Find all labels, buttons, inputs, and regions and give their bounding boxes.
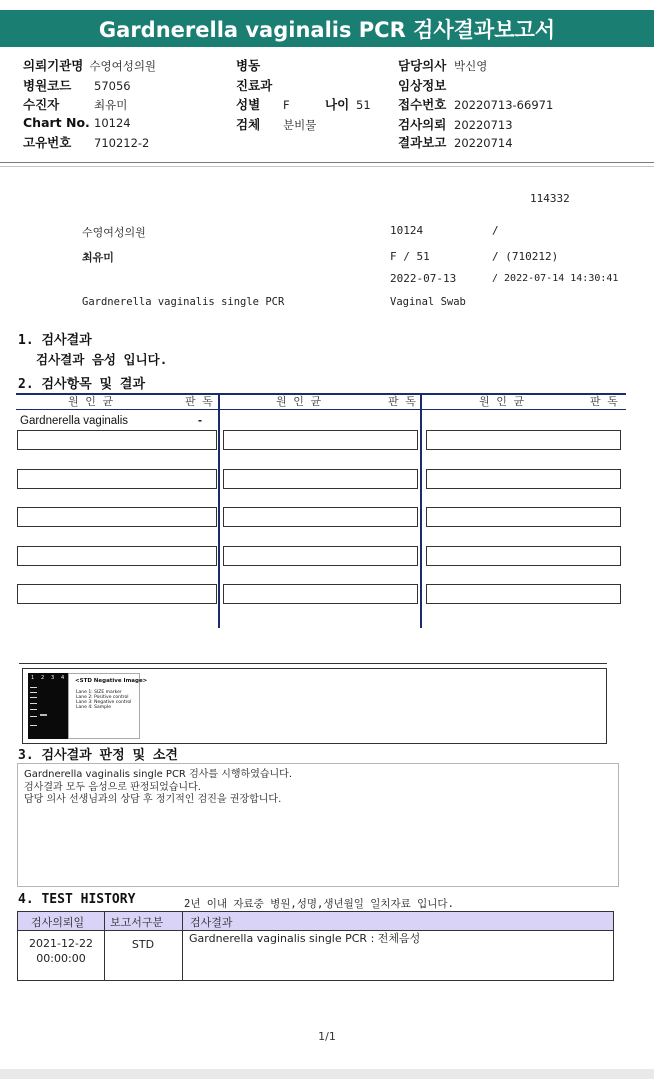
doc-number: 114332	[530, 192, 570, 205]
info-label: 검체	[236, 117, 261, 132]
gel-band	[30, 697, 37, 698]
info-value: 최유미	[94, 98, 128, 112]
info-specimen	[236, 115, 316, 133]
result-column-divider	[218, 393, 220, 628]
result-cell-box	[223, 430, 418, 450]
gel-band	[30, 687, 37, 688]
info-value: 박신영	[454, 59, 488, 73]
info-value: 20220713	[454, 118, 513, 132]
result-cell-box	[223, 546, 418, 566]
gel-legend	[68, 673, 148, 739]
summary-report-datetime: / 2022-07-14 14:30:41	[492, 273, 619, 284]
gel-legend-line: Lane 1: SIZE marker	[76, 690, 122, 695]
history-column-divider	[182, 912, 183, 980]
info-value: 57056	[94, 79, 131, 93]
result-cell-box	[17, 469, 217, 489]
result-judgement: -	[198, 413, 202, 427]
result-cell-box	[223, 584, 418, 604]
info-report-date	[398, 133, 513, 151]
result-cell-box	[17, 584, 217, 604]
info-receipt-no	[398, 95, 553, 113]
info-label: 결과보고	[398, 135, 447, 150]
info-doctor	[398, 56, 487, 74]
summary-specimen: Vaginal Swab	[390, 296, 466, 308]
history-date-time: 00:00:00	[36, 952, 86, 965]
gel-legend-line: Lane 3: Negative control	[76, 700, 132, 705]
gel-legend-title: <STD Negative Image>	[75, 678, 148, 684]
info-label: 접수번호	[398, 97, 447, 112]
history-result: Gardnerella vaginalis single PCR : 전체음성	[189, 932, 421, 945]
info-sex	[236, 95, 290, 113]
info-value: 51	[356, 98, 371, 112]
gel-band	[30, 692, 37, 693]
history-type: STD	[131, 938, 155, 951]
gel-lane-number: 1	[31, 675, 35, 681]
history-col-date: 검사의뢰일	[31, 916, 85, 929]
gel-lane-number: 4	[61, 675, 65, 681]
info-value: 710212-2	[94, 136, 150, 150]
result-cell-box	[223, 507, 418, 527]
result-col-judgement: 판 독	[590, 395, 618, 408]
history-table-header	[18, 912, 613, 931]
result-cell-box	[17, 546, 217, 566]
gel-band	[30, 725, 37, 726]
info-institution	[23, 56, 156, 74]
result-col-judgement: 판 독	[185, 395, 213, 408]
history-date-day: 2021-12-22	[29, 937, 93, 950]
page-bottom-strip	[0, 1069, 654, 1079]
result-cell-box	[426, 584, 621, 604]
info-request-date	[398, 115, 513, 133]
gel-lane-number: 2	[41, 675, 45, 681]
result-cell-box	[426, 546, 621, 566]
info-label: 진료과	[236, 78, 273, 93]
history-date	[18, 936, 104, 966]
info-label: 병원코드	[23, 78, 72, 93]
gel-legend-line: Lane 4: Sample	[76, 705, 111, 710]
info-label: 고유번호	[23, 135, 72, 150]
header-separator	[0, 162, 654, 163]
info-value: 수영여성의원	[89, 59, 157, 73]
info-label: 임상정보	[398, 78, 447, 93]
summary-sex-age: F / 51	[390, 250, 430, 263]
info-label: 담당의사	[398, 58, 447, 73]
history-table	[17, 911, 614, 981]
history-col-result: 검사결과	[190, 916, 233, 929]
summary-institution: 수영여성의원	[82, 226, 146, 239]
result-cell-box	[17, 507, 217, 527]
page-number: 1/1	[318, 1030, 336, 1043]
opinion-line: 담당 의사 선생님과의 상담 후 정기적인 검진을 권장합니다.	[24, 794, 282, 805]
info-label: 성별	[236, 97, 261, 112]
summary-patient-name: 최유미	[82, 251, 114, 264]
summary-test-name: Gardnerella vaginalis single PCR	[82, 296, 285, 308]
info-clinical	[398, 76, 454, 94]
info-value: 20220713-66971	[454, 98, 554, 112]
section1-result: 검사결과 음성 입니다.	[36, 352, 168, 367]
opinion-line: 검사결과 모두 음성으로 판정되었습니다.	[24, 781, 201, 793]
info-value: 10124	[94, 116, 131, 130]
gel-band	[30, 703, 37, 704]
section1-heading: 1. 검사결과	[18, 333, 92, 348]
result-organism-name: Gardnerella vaginalis	[20, 415, 129, 427]
gel-lane-number: 3	[51, 675, 55, 681]
info-unique-no	[23, 133, 149, 151]
section4-heading: 4. TEST HISTORY	[18, 892, 136, 907]
summary-chart-no: 10124	[390, 224, 424, 237]
header-separator-shadow	[0, 166, 654, 167]
section2-heading: 2. 검사항목 및 결과	[18, 377, 146, 392]
gel-band	[30, 716, 37, 717]
info-age	[325, 95, 371, 113]
result-cell-box	[223, 469, 418, 489]
info-label: Chart No.	[23, 115, 90, 130]
info-value: F	[283, 98, 290, 112]
result-cell-box	[426, 507, 621, 527]
info-label: 병동	[236, 58, 261, 73]
gel-band-positive	[40, 714, 47, 716]
result-column-divider	[420, 393, 422, 628]
section3-heading: 3. 검사결과 판정 및 소견	[18, 748, 178, 763]
info-value: 20220714	[454, 136, 513, 150]
gel-legend-line: Lane 2: Positive control	[76, 695, 129, 700]
info-label: 검사의뢰	[398, 117, 447, 132]
info-label: 나이	[325, 97, 350, 112]
opinion-line: Gardnerella vaginalis single PCR 검사를 시행하였습니다.	[24, 769, 293, 780]
result-table-header-border	[16, 409, 626, 410]
info-ward	[236, 56, 260, 74]
gel-divider	[19, 663, 607, 664]
result-col-judgement: 판 독	[388, 395, 416, 408]
gel-electrophoresis-image	[28, 673, 68, 739]
gel-band	[30, 709, 37, 710]
info-patient	[23, 95, 127, 113]
info-hospital-code	[23, 76, 131, 94]
info-label: 수진자	[23, 97, 60, 112]
report-title: Gardnerella vaginalis PCR 검사결과보고서	[0, 10, 654, 47]
info-value: 분비물	[283, 118, 317, 132]
result-cell-box	[17, 430, 217, 450]
result-cell-box	[426, 469, 621, 489]
summary-slash: /	[492, 224, 499, 237]
info-department	[236, 76, 272, 94]
result-col-organism: 원 인 균	[479, 395, 525, 408]
info-label: 의뢰기관명	[23, 58, 84, 73]
result-cell-box	[426, 430, 621, 450]
summary-request-date: 2022-07-13	[390, 272, 457, 285]
result-col-organism: 원 인 균	[276, 395, 322, 408]
info-chart-no	[23, 115, 131, 130]
history-col-type: 보고서구분	[110, 916, 164, 929]
history-note: 2년 이내 자료중 병원,성명,생년월일 일치자료 입니다.	[184, 898, 454, 910]
summary-birth: / (710212)	[492, 250, 559, 263]
opinion-box	[17, 763, 619, 887]
result-col-organism: 원 인 균	[68, 395, 114, 408]
